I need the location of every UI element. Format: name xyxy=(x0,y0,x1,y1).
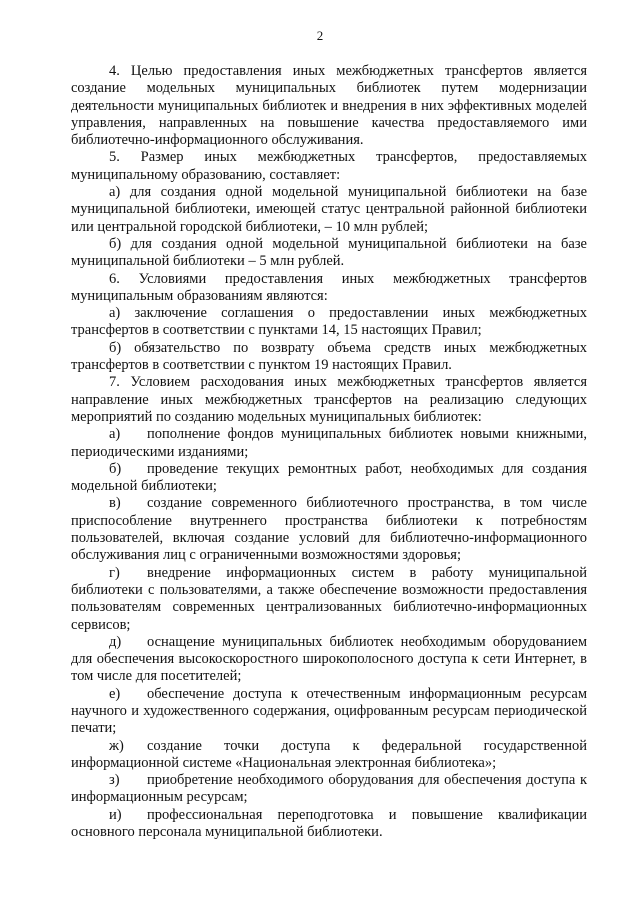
document-body xyxy=(71,63,587,841)
paragraph-6a: а) заключение соглашения о предоставлении иных межбюджетных трансфертов в соответствии с пунктами 14, 15 настоящих Правил; xyxy=(71,305,587,339)
list-item xyxy=(71,634,587,686)
list-item xyxy=(71,565,587,634)
list-item xyxy=(71,807,587,842)
list-marker: в) xyxy=(109,495,121,512)
list-item-text: пополнение фондов муниципальных библиотек новыми книжными, периодическими изданиями; xyxy=(71,426,587,460)
list-marker: е) xyxy=(109,685,121,702)
list-item xyxy=(71,461,587,496)
list-item-text: создание современного библиотечного пространства, в том числе приспособление внутреннего пространства библиотеки к потребностям пользователей, включая создание условий для библиотечно-информационного обслуживания лиц с ограниченными возможностями здоровья; xyxy=(71,495,587,564)
list-item-text: профессиональная переподготовка и повышение квалификации основного персонала муниципальной библиотеки. xyxy=(71,806,587,841)
list-marker: а) xyxy=(109,426,121,443)
paragraph-7: 7. Условием расходования иных межбюджетных трансфертов является направление иных межбюджетных трансфертов на реализацию следующих мероприятий по созданию модельных муниципальных библиотек: xyxy=(71,374,587,425)
paragraph-5a: а) для создания одной модельной муниципальной библиотеки на базе муниципальной библиотеки, имеющей статус центральной районной библиотеки или центральной городской библиотеки, – 10 млн рублей; xyxy=(71,184,587,235)
list-item-text: внедрение информационных систем в работу муниципальной библиотеки с пользователями, а также обеспечение возможности предоставления пользователям современных централизованных библиотечно-информационных сервисов; xyxy=(71,564,587,633)
paragraph-4: 4. Целью предоставления иных межбюджетных трансфертов является создание модельных муниципальных библиотек путем модернизации деятельности муниципальных библиотек и внедрения в них эффективных моделей управления, направленных на повышение качества предоставляемого ими библиотечно-информационного обслуживания. xyxy=(71,63,587,149)
page-number: 2 xyxy=(316,28,324,43)
list-item-text: создание точки доступа к федеральной государственной информационной системе «Национальная электронная библиотека»; xyxy=(71,737,587,771)
paragraph-5: 5. Размер иных межбюджетных трансфертов, предоставляемых муниципальному образованию, составляет: xyxy=(71,149,587,183)
list-item xyxy=(71,426,587,461)
paragraph-6: 6. Условиями предоставления иных межбюджетных трансфертов муниципальным образованиям являются: xyxy=(71,270,587,304)
list-item xyxy=(71,772,587,807)
list-item-text: проведение текущих ремонтных работ, необходимых для создания модельной библиотеки; xyxy=(71,460,587,495)
list-marker: д) xyxy=(109,633,122,650)
list-marker: и) xyxy=(109,806,122,823)
paragraph-5b: б) для создания одной модельной муниципальной библиотеки на базе муниципальной библиотеки – 5 млн рублей. xyxy=(71,235,587,270)
list-item xyxy=(71,495,587,564)
paragraph-6b: б) обязательство по возврату объема средств иных межбюджетных трансфертов в соответствии с пунктом 19 настоящих Правил. xyxy=(71,339,587,374)
list-item-text: оснащение муниципальных библиотек необходимым оборудованием для обеспечения высокоскоростного широкополосного доступа к сети Интернет, в том числе для посетителей; xyxy=(71,633,587,685)
list-item-text: приобретение необходимого оборудования для обеспечения доступа к информационным ресурсам; xyxy=(71,772,587,806)
list-marker: г) xyxy=(109,564,120,581)
list-marker: з) xyxy=(109,772,120,789)
list-item xyxy=(71,738,587,773)
list-marker: б) xyxy=(109,460,122,477)
list-item-text: обеспечение доступа к отечественным информационным ресурсам научного и художественного содержания, оцифрованным ресурсам периодической печати; xyxy=(71,685,587,737)
list-marker: ж) xyxy=(109,737,124,754)
list-item xyxy=(71,686,587,738)
